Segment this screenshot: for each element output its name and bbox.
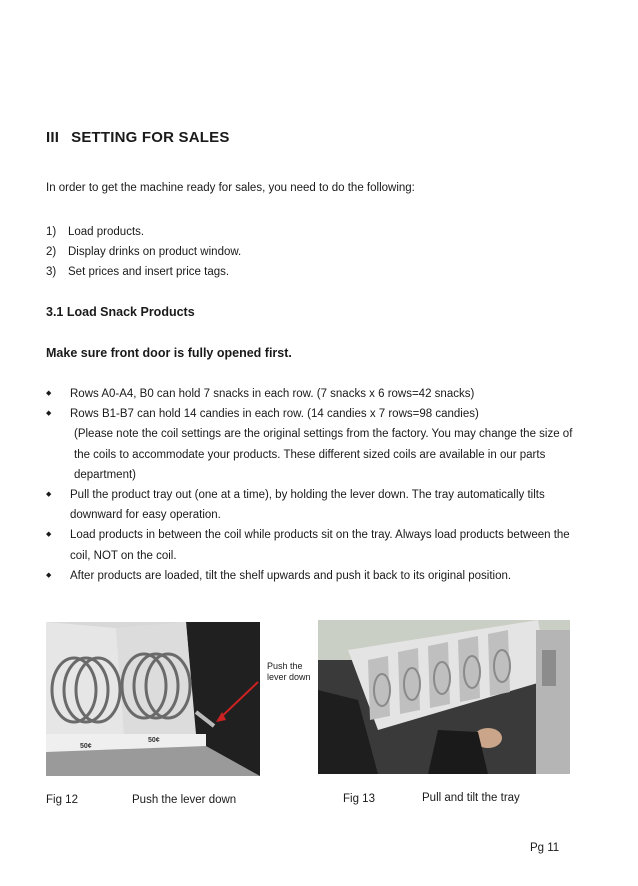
coil-note: (Please note the coil settings are the original settings from the factory. You may change the size of the coils to accommodate your products. These different sized coils are available in our parts department) <box>74 428 573 481</box>
fig13-label: Fig 13 <box>343 793 375 805</box>
fig12-photo <box>46 622 260 776</box>
subsection-title: 3.1 Load Snack Products <box>46 305 195 319</box>
fig13-photo <box>318 620 570 774</box>
bullet-item: ◆ Load products in between the coil while products sit on the tray. Always load products between the coil, NOT on the coil. <box>46 525 576 565</box>
bullet-item: ◆ After products are loaded, tilt the shelf upwards and push it back to its original position. <box>46 566 576 586</box>
price-tag: 50¢ <box>80 743 92 750</box>
page-number: Pg 11 <box>530 842 560 854</box>
price-tag: 50¢ <box>148 737 160 744</box>
section-title: SETTING FOR SALES <box>71 129 230 146</box>
section-heading <box>46 129 230 146</box>
bullet-item: ◆ Rows A0-A4, B0 can hold 7 snacks in each row. (7 snacks x 6 rows=42 snacks) <box>46 384 576 404</box>
steps-list <box>46 222 241 282</box>
fig12-label: Fig 12 <box>46 794 78 806</box>
bullet-item: ◆ Rows B1-B7 can hold 14 candies in each row. (14 candies x 7 rows=98 candies) <box>46 404 576 424</box>
step-item: 2) Display drinks on product window. <box>46 246 242 258</box>
fig13-caption: Pull and tilt the tray <box>422 792 520 804</box>
instruction-list <box>46 384 576 586</box>
section-number: III <box>46 129 60 146</box>
warning-text: Make sure front door is fully opened first. <box>46 346 292 360</box>
fig12-caption: Push the lever down <box>132 794 237 806</box>
fig12-illustration <box>46 622 260 776</box>
intro-text: In order to get the machine ready for sales, you need to do the following: <box>46 182 415 194</box>
fig12-annotation: Push the lever down <box>267 661 311 682</box>
fig13-illustration <box>318 620 570 774</box>
bullet-item: ◆ Pull the product tray out (one at a time), by holding the lever down. The tray automatically tilts downward for easy operation. <box>46 485 576 525</box>
step-item: 1) Load products. <box>46 226 145 238</box>
step-item: 3) Set prices and insert price tags. <box>46 266 230 278</box>
